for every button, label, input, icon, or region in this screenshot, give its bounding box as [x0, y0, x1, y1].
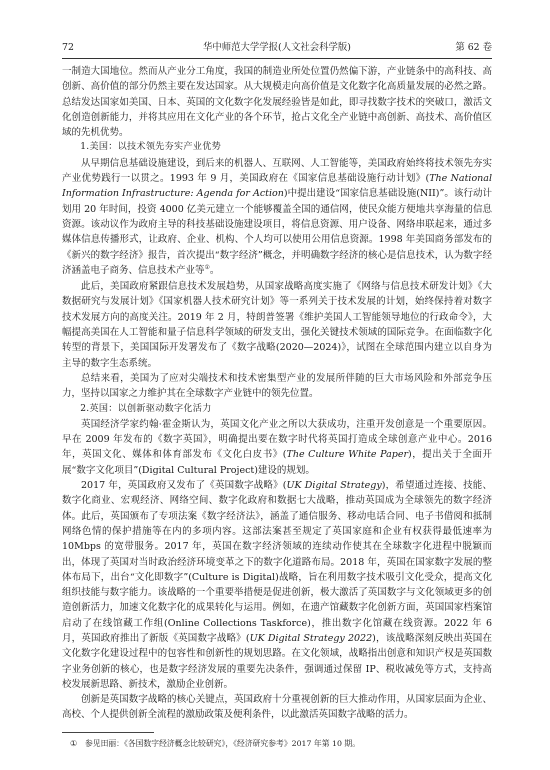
- paragraph-us-2: 此后，美国政府紧跟信息技术发展趋势，从国家战略高度实施了《网络与信息技术研发计划》《大数据研究与发展计划》《国家机器人技术研究计划》等一系列关于技术发展的计划，始终保持着对数字技术发展方向的高度关注。2019 年 2 月，特朗普签署《维护美国人工智能领导地位的行政命令》，大幅提高美国在人工智能和量子信息科学领域的研发支出，强化关键技术领域的国际竞争。在面临数字化转型的背景下，美国国际开发署发布了《数字战略(2020—2024)》，试图在全球范围内建立以自身为主导的数字生态系统。: [62, 281, 492, 369]
- footnote-number: ①: [70, 739, 77, 748]
- page-number: 72: [62, 42, 74, 53]
- paragraph-uk-1: [62, 417, 492, 478]
- journal-title: 华中师范大学学报(人文社会科学版): [203, 42, 351, 53]
- section-heading-us: 1.美国：以技术领先夯实产业优势: [80, 142, 221, 153]
- text-run: 英国经济学家约翰·霍金斯认为，英国文化产业之所以大获成功，注重开发创意是一个重要原因。早在 2009 年发布的《数字英国》，明确提出要在数字时代将英国打造成全球创意产业中心。2016 年，英国文化、媒体和体育部发布《文化白皮书》(: [62, 418, 492, 461]
- text-run: 从早期信息基础设施建设，到后来的机器人、互联网、人工智能等，美国政府始终将技术领先夯实产业优势践行一以贯之。1993 年 9 月，美国政府在《国家信息基础设施行动计划》(: [62, 157, 492, 185]
- header-divider: [62, 58, 492, 59]
- paragraph-us-3: 总结来看，美国为了应对尖端技术和技术密集型产业的发展所伴随的巨大市场风险和外部竞争压力，坚持以国家之力维护其在全球数字产业链中的领先位置。: [62, 372, 492, 400]
- article-body: [62, 64, 492, 724]
- english-title: The National Information Infrastructure: Agenda for Action: [62, 173, 492, 200]
- english-title: UK Digital Strategy: [286, 480, 382, 492]
- section-heading-uk: 2.英国：以创新驱动数字化活力: [80, 403, 212, 414]
- running-header: [62, 41, 492, 55]
- volume-label: 第 62 卷: [455, 42, 492, 53]
- text-run: )中提出建设“国家信息基础设施(NII)”。该行动计划用 20 年时间，投资 4000 亿美元建立一个能够覆盖全国的通信网，使民众能方便地共享海量的信息资源。该动议作为政府主导的科技基础设施建设项目，将信息资源、用户设备、网络串联起来，通过多媒体信息传播形式，让政府、企业、机构、个人均可以使用公用信息资源。1998 年美国商务部发布的《新兴的数字经济》报告，首次提出“数字经济”概念，并明确数字经济的核心是信息技术，认为数字经济涵盖电子商务、信息技术产业等: [62, 188, 492, 276]
- paragraph-uk-2: [62, 478, 492, 692]
- footnote-divider: [62, 732, 154, 733]
- section-heading-fr: [62, 723, 492, 724]
- text-run: )，希望通过连接、技能、数字化商业、宏观经济、网络空间、数字化政府和数据七大战略，推动英国成为全球领先的数字经济体。此后，英国颁布了专项法案《数字经济法》，涵盖了通信服务、移动电话合同、电子书借阅和抵制网络色情的保护措施等在内的多项内容。这部法案甚至规定了英国家庭和企业有权获得最低速率为 10Mbps 的宽带服务。2017 年，英国在数字经济领域的连续动作使其在全球数字化进程中脱颖而出，体现了英国对当时政治经济环境变革之下的数字化道路布局。2018 年，英国在国家数字发展的整体布局下，出台“文化即数字”(Culture is Digital)战略，旨在利用数字技术吸引文化受众，提高文化组织技能与数字能力。该战略的一个重要举措便是促进创新，极大激活了英国数字与文化领域更多的创造创新活力，加速文化数字化的成果转化与运用。例如，在遗产馆藏数字化创新方面，英国国家档案馆启动了在线馆藏工作组(Online Collections Taskforce)，推出数字化馆藏在线资源。2022 年 6 月，英国政府推出了新版《英国数字战略》(: [62, 480, 492, 644]
- text-run: 2017 年，英国政府又发布了《英国数字战略》(: [81, 480, 287, 492]
- english-title: The Culture White Paper: [286, 449, 408, 461]
- paragraph-intro: 一制造大国地位。然而从产业分工角度，我国的制造业所处位置仍然偏下游，产业链条中的高科技、高创新、高价值的部分仍然主要在发达国家。从大规模走向高价值是文化数字化高质量发展的必然之路。总结发达国家如美国、日本、英国的文化数字化发展经验皆是如此，即寻找数字技术的突破口，激活文化创造创新能力，并将其应用在文化产业的各个环节，抢占文化全产业链中高创新、高技术、高价值区域的先机优势。: [62, 66, 492, 139]
- paragraph-uk-3: 创新是英国数字战略的核心关键点，英国政府十分重视创新的巨大推动作用，从国家层面为企业、高校、个人提供创新全流程的激励政策及便利条件，以此激活英国数字战略的活力。: [62, 694, 492, 721]
- text-run: )，提出关于全面开展“数字文化项目”(Digital Cultural Project)建设的规划。: [62, 449, 492, 476]
- paragraph-us-1: [62, 156, 492, 279]
- footnote-text: 参见田丽：《各国数字经济概念比较研究》，《经济研究参考》2017 年第 10 期。: [85, 739, 360, 748]
- text-run: )，该战略深刻反映出英国在文化数字化建设过程中的包容性和创新性的规划思路。在文化领域，战略指出创意和知识产权是英国数字业务创新的核心，也是数字经济发展的重要先决条件，强调通过保留 IP、税收减免等方式，支持高校发展新思路、新技术，激励企业创新。: [62, 632, 492, 690]
- footnote-marker: ①: [204, 263, 210, 271]
- footnote: [70, 738, 490, 750]
- text-run: 。: [209, 264, 220, 276]
- english-title: UK Digital Strategy 2022: [249, 632, 373, 644]
